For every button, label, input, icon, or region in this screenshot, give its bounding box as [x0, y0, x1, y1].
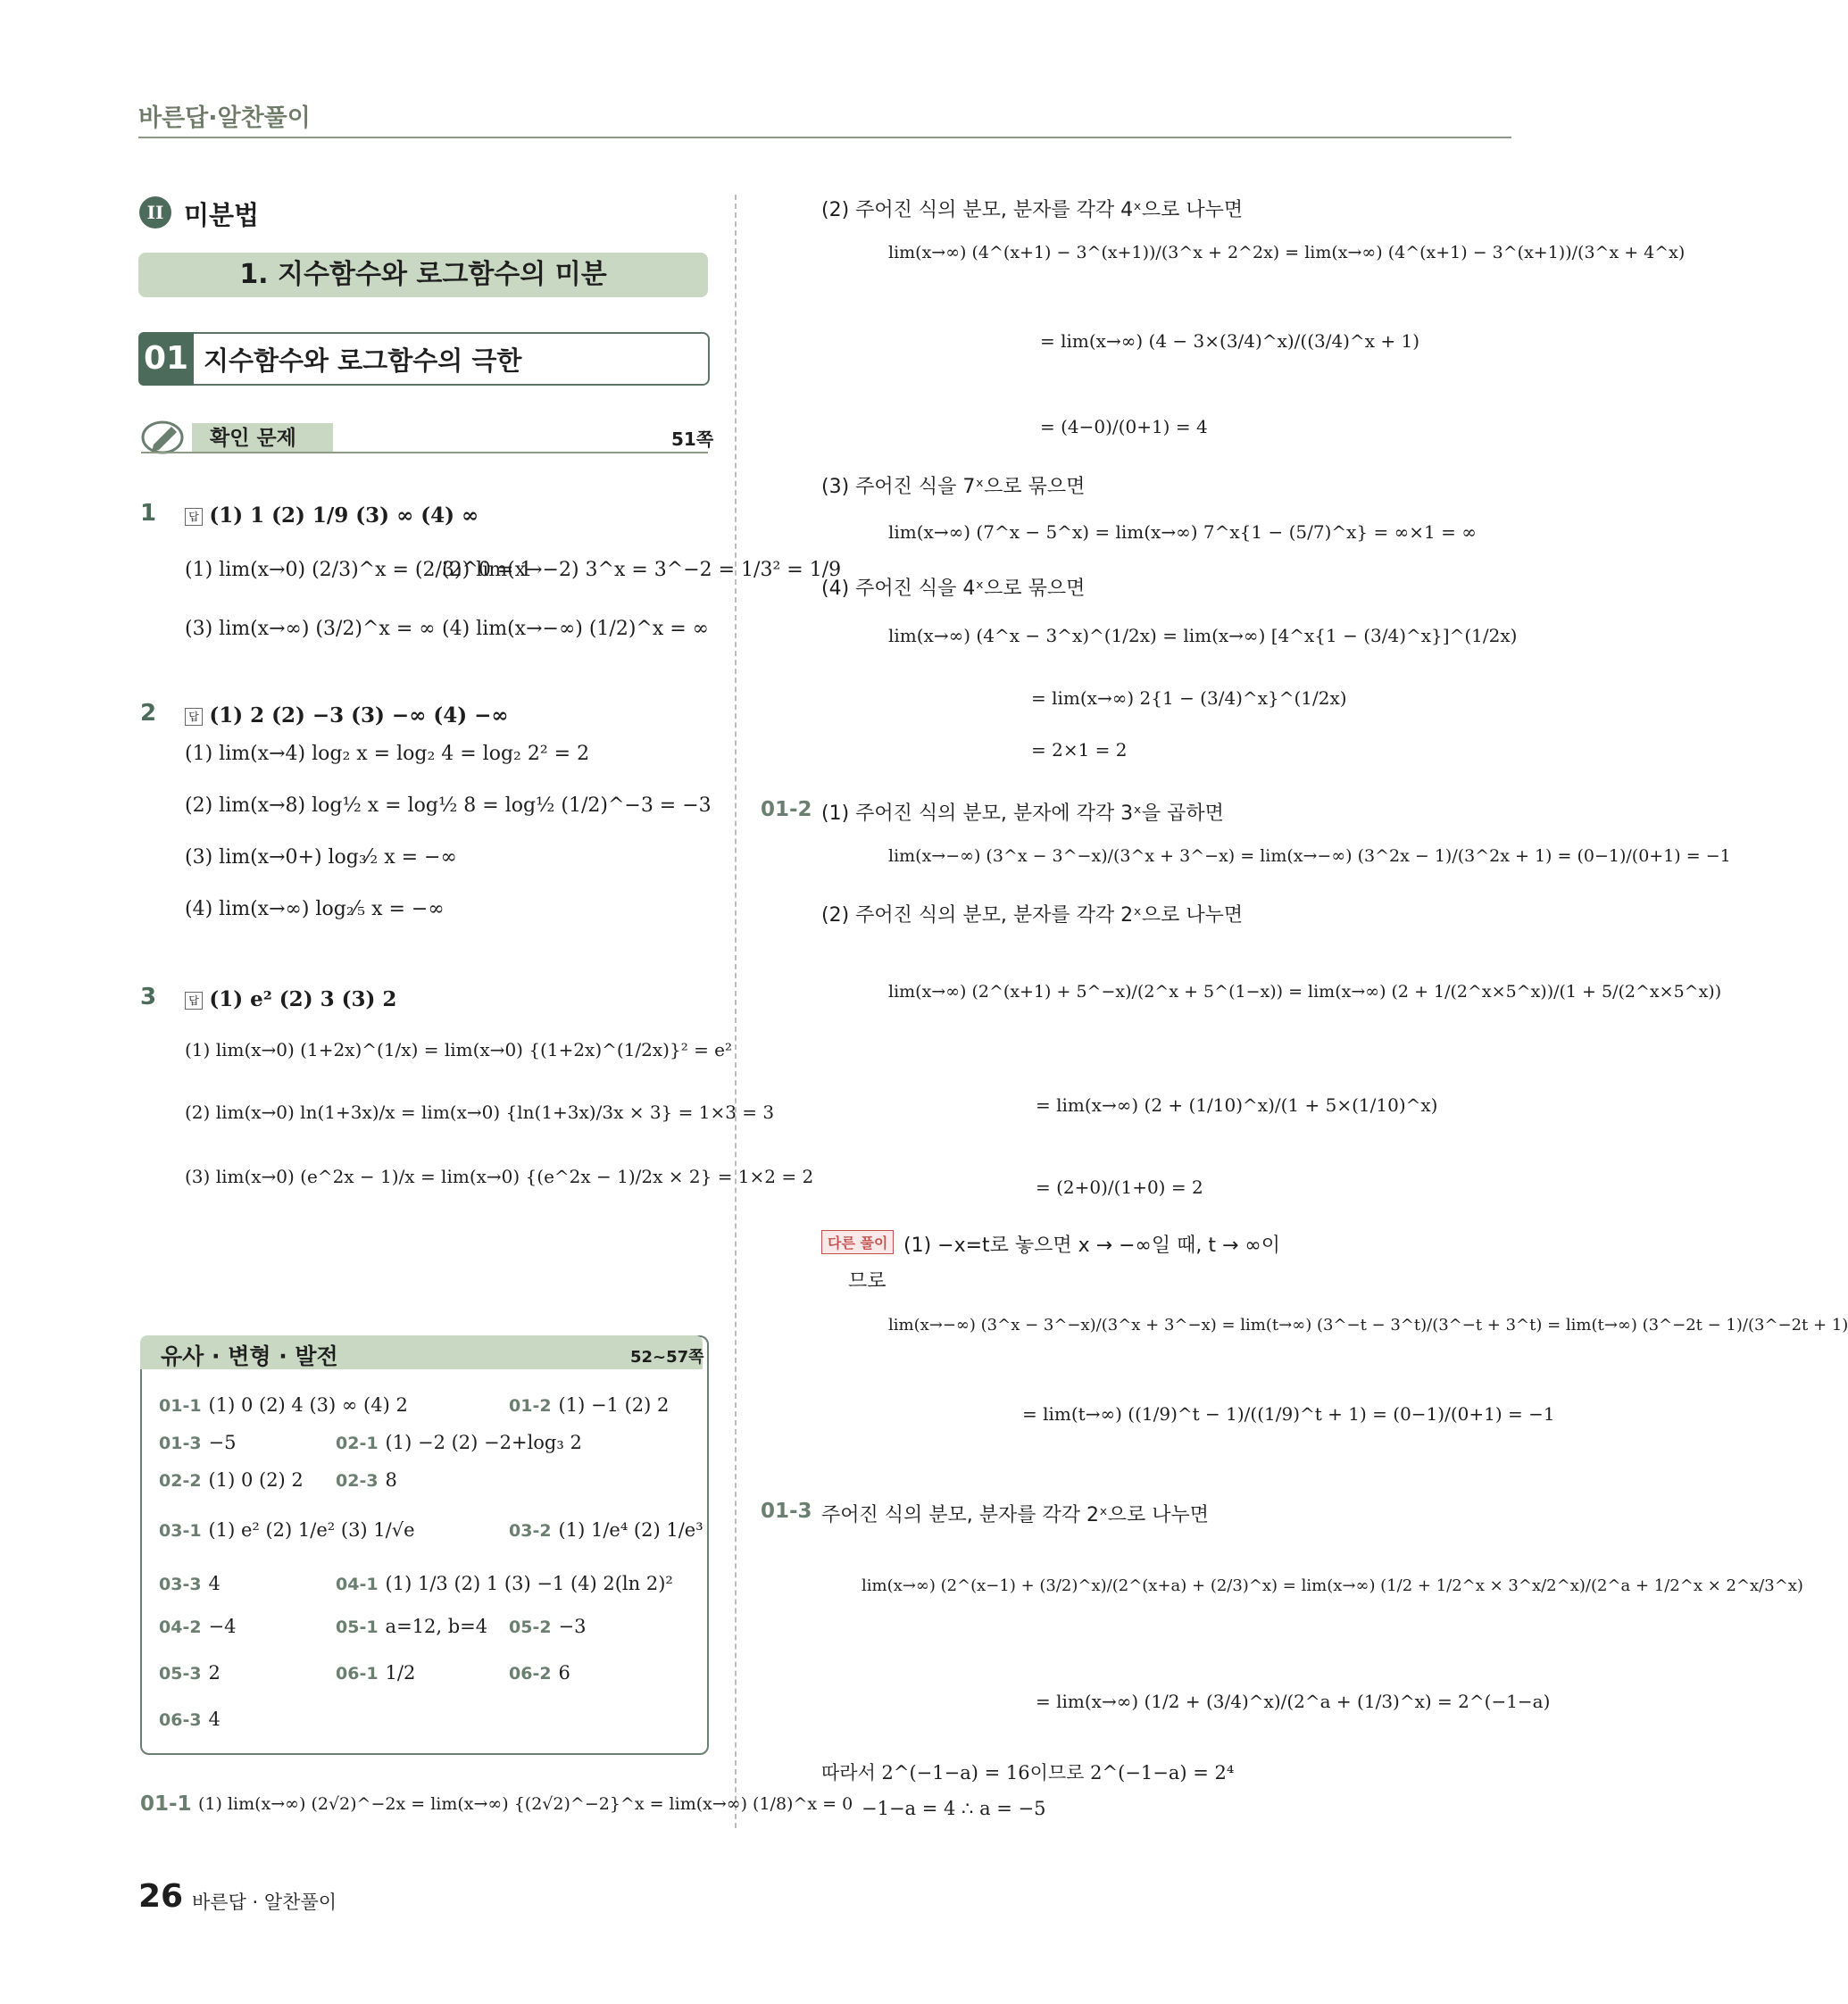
q2-solution-1: (1) lim(x→4) log₂ x = log₂ 4 = log₂ 2² = 2 [185, 743, 590, 765]
ext-item: 04-1 (1) 1/3 (2) 1 (3) −1 (4) 2(ln 2)² [336, 1573, 673, 1594]
header-rule [138, 137, 1511, 138]
q2-answer-text: (1) 2 (2) −3 (3) −∞ (4) −∞ [209, 703, 509, 728]
q1-answer-text: (1) 1 (2) 1/9 (3) ∞ (4) ∞ [209, 503, 479, 528]
q1-solution-3: (3) lim(x→∞) (3/2)^x = ∞ [185, 618, 436, 640]
check-rule [141, 452, 708, 453]
chapter-title: 미분법 [184, 200, 260, 230]
ext-item: 05-2 −3 [509, 1616, 587, 1637]
q013-line-2: = lim(x→∞) (1/2 + (3/4)^x)/(2^a + (1/3)^x) = 2^(−1−a) [1036, 1691, 1551, 1712]
ext-item: 03-3 4 [159, 1573, 221, 1594]
q013-line-1: lim(x→∞) (2^(x−1) + (3/2)^x)/(2^(x+a) + (2/3)^x) = lim(x→∞) (1/2 + 1/2^x × 3^x/2^x)/(2^a + 1/2^x × 2^x/3^x) [862, 1576, 1803, 1595]
q1-solution-2: (2) lim(x→−2) 3^x = 3^−2 = 1/3² = 1/9 [442, 559, 842, 581]
p3-intro: (3) 주어진 식을 7ˣ으로 묶으면 [821, 476, 1086, 498]
topic-title: 지수함수와 로그함수의 극한 [204, 345, 522, 376]
answer-tag: 답 [185, 992, 203, 1010]
q1-solution-4: (4) lim(x→−∞) (1/2)^x = ∞ [442, 618, 710, 640]
q013-line-4: −1−a = 4 ∴ a = −5 [862, 1798, 1046, 1819]
q1-answer [185, 503, 479, 528]
extension-page-ref: 52~57쪽 [630, 1348, 704, 1367]
ext-item: 05-3 2 [159, 1662, 221, 1684]
alt-text: (1) −x=t로 놓으면 x → −∞일 때, t → ∞이 [903, 1235, 1280, 1257]
q2-solution-4: (4) lim(x→∞) log₂⁄₅ x = −∞ [185, 898, 445, 920]
ext-item: 02-3 8 [336, 1469, 397, 1491]
p4-intro: (4) 주어진 식을 4ˣ으로 묶으면 [821, 578, 1086, 600]
q013-line-3: 따라서 2^(−1−a) = 16이므로 2^(−1−a) = 2⁴ [821, 1762, 1235, 1784]
alt-solution-tag: 다른 풀이 [821, 1230, 894, 1254]
answer-tag: 답 [185, 708, 203, 726]
q013-intro: 주어진 식의 분모, 분자를 각각 2ˣ으로 나누면 [821, 1504, 1209, 1526]
p4-line-1: lim(x→∞) (4^x − 3^x)^(1/2x) = lim(x→∞) [4^x{1 − (3/4)^x}]^(1/2x) [888, 625, 1518, 646]
extension-title: 유사 · 변형 · 발전 [161, 1343, 338, 1369]
q1-solution-1: (1) lim(x→0) (2/3)^x = (2/3)^0 = 1 [185, 559, 533, 581]
q012-intro-2: (2) 주어진 식의 분모, 분자를 각각 2ˣ으로 나누면 [821, 904, 1244, 927]
q1-number: 1 [140, 500, 157, 527]
q013-label: 01-3 [761, 1500, 812, 1523]
ext-item: 03-2 (1) 1/e⁴ (2) 1/e³ [509, 1519, 703, 1541]
q3-number: 3 [140, 984, 157, 1010]
footer-title: 바른답 · 알찬풀이 [192, 1892, 337, 1913]
ext-item: 06-1 1/2 [336, 1662, 416, 1684]
alt-text-2: 므로 [848, 1270, 887, 1293]
q3-answer-text: (1) e² (2) 3 (3) 2 [209, 987, 397, 1011]
column-divider [735, 195, 737, 1828]
chapter-badge: II [139, 196, 171, 229]
q012-intro: (1) 주어진 식의 분모, 분자에 각각 3ˣ을 곱하면 [821, 802, 1224, 825]
q012-line-2: lim(x→∞) (2^(x+1) + 5^−x)/(2^x + 5^(1−x)) = lim(x→∞) (2 + 1/(2^x×5^x))/(1 + 5/(2^x×5^x)) [888, 982, 1722, 1002]
ext-item: 01-1 (1) 0 (2) 4 (3) ∞ (4) 2 [159, 1394, 408, 1416]
ext-item: 02-1 (1) −2 (2) −2+log₃ 2 [336, 1432, 582, 1453]
q3-solution-3: (3) lim(x→0) (e^2x − 1)/x = lim(x→0) {(e^2x − 1)/2x × 2} = 1×2 = 2 [185, 1166, 814, 1187]
q2-solution-2: (2) lim(x→8) log½ x = log½ 8 = log½ (1/2)^−3 = −3 [185, 794, 712, 817]
p4-line-2: = lim(x→∞) 2{1 − (3/4)^x}^(1/2x) [1031, 687, 1347, 709]
q012-label: 01-2 [761, 798, 812, 821]
p2-line-1: lim(x→∞) (4^(x+1) − 3^(x+1))/(3^x + 2^2x) = lim(x→∞) (4^(x+1) − 3^(x+1))/(3^x + 4^x) [888, 243, 1686, 262]
page-number: 26 [138, 1878, 184, 1915]
answer-tag: 답 [185, 508, 203, 526]
topic-number: 01 [138, 332, 194, 386]
p2-line-2: = lim(x→∞) (4 − 3×(3/4)^x)/((3/4)^x + 1) [1040, 330, 1420, 352]
q3-solution-2: (2) lim(x→0) ln(1+3x)/x = lim(x→0) {ln(1+3x)/3x × 3} = 1×3 = 3 [185, 1102, 775, 1123]
check-label: 확인 문제 [192, 423, 333, 453]
q012-line-4: = (2+0)/(1+0) = 2 [1036, 1177, 1203, 1198]
ext-item: 03-1 (1) e² (2) 1/e² (3) 1/√e [159, 1519, 415, 1541]
p2-intro: (2) 주어진 식의 분모, 분자를 각각 4ˣ으로 나누면 [821, 199, 1244, 221]
alt-line-2: = lim(t→∞) ((1/9)^t − 1)/((1/9)^t + 1) = (0−1)/(0+1) = −1 [1022, 1403, 1555, 1425]
ext-item: 06-3 4 [159, 1709, 221, 1730]
q011-label: 01-1 [140, 1792, 192, 1816]
q3-answer [185, 987, 396, 1011]
check-page-ref: 51쪽 [671, 428, 714, 450]
p2-line-3: = (4−0)/(0+1) = 4 [1040, 416, 1208, 437]
ext-item: 04-2 −4 [159, 1616, 237, 1637]
q012-line-1: lim(x→−∞) (3^x − 3^−x)/(3^x + 3^−x) = lim(x→−∞) (3^2x − 1)/(3^2x + 1) = (0−1)/(0+1) = −1 [888, 846, 1731, 866]
p3-line-1: lim(x→∞) (7^x − 5^x) = lim(x→∞) 7^x{1 − (5/7)^x} = ∞×1 = ∞ [888, 521, 1477, 543]
header-title: 바른답·알찬풀이 [138, 104, 311, 132]
ext-item: 02-2 (1) 0 (2) 2 [159, 1469, 304, 1491]
section-title: 1. 지수함수와 로그함수의 미분 [138, 253, 708, 297]
q2-answer [185, 703, 509, 728]
q3-solution-1: (1) lim(x→0) (1+2x)^(1/x) = lim(x→0) {(1+2x)^(1/2x)}² = e² [185, 1039, 733, 1060]
pencil-icon [141, 418, 186, 455]
ext-item: 01-3 −5 [159, 1432, 237, 1453]
ext-item: 05-1 a=12, b=4 [336, 1616, 488, 1637]
ext-item: 01-2 (1) −1 (2) 2 [509, 1394, 670, 1416]
q011-solution-1: (1) lim(x→∞) (2√2)^−2x = lim(x→∞) {(2√2)^−2}^x = lim(x→∞) (1/8)^x = 0 [198, 1794, 853, 1814]
ext-item: 06-2 6 [509, 1662, 570, 1684]
q012-line-3: = lim(x→∞) (2 + (1/10)^x)/(1 + 5×(1/10)^x) [1036, 1094, 1438, 1116]
alt-line-1: lim(x→−∞) (3^x − 3^−x)/(3^x + 3^−x) = lim(t→∞) (3^−t − 3^t)/(3^−t + 3^t) = lim(t→∞) (3^−2t − 1)/(3^−2t + 1) [888, 1316, 1848, 1335]
q2-solution-3: (3) lim(x→0+) log₃⁄₂ x = −∞ [185, 846, 457, 869]
q2-number: 2 [140, 700, 157, 727]
p4-line-3: = 2×1 = 2 [1031, 739, 1128, 761]
